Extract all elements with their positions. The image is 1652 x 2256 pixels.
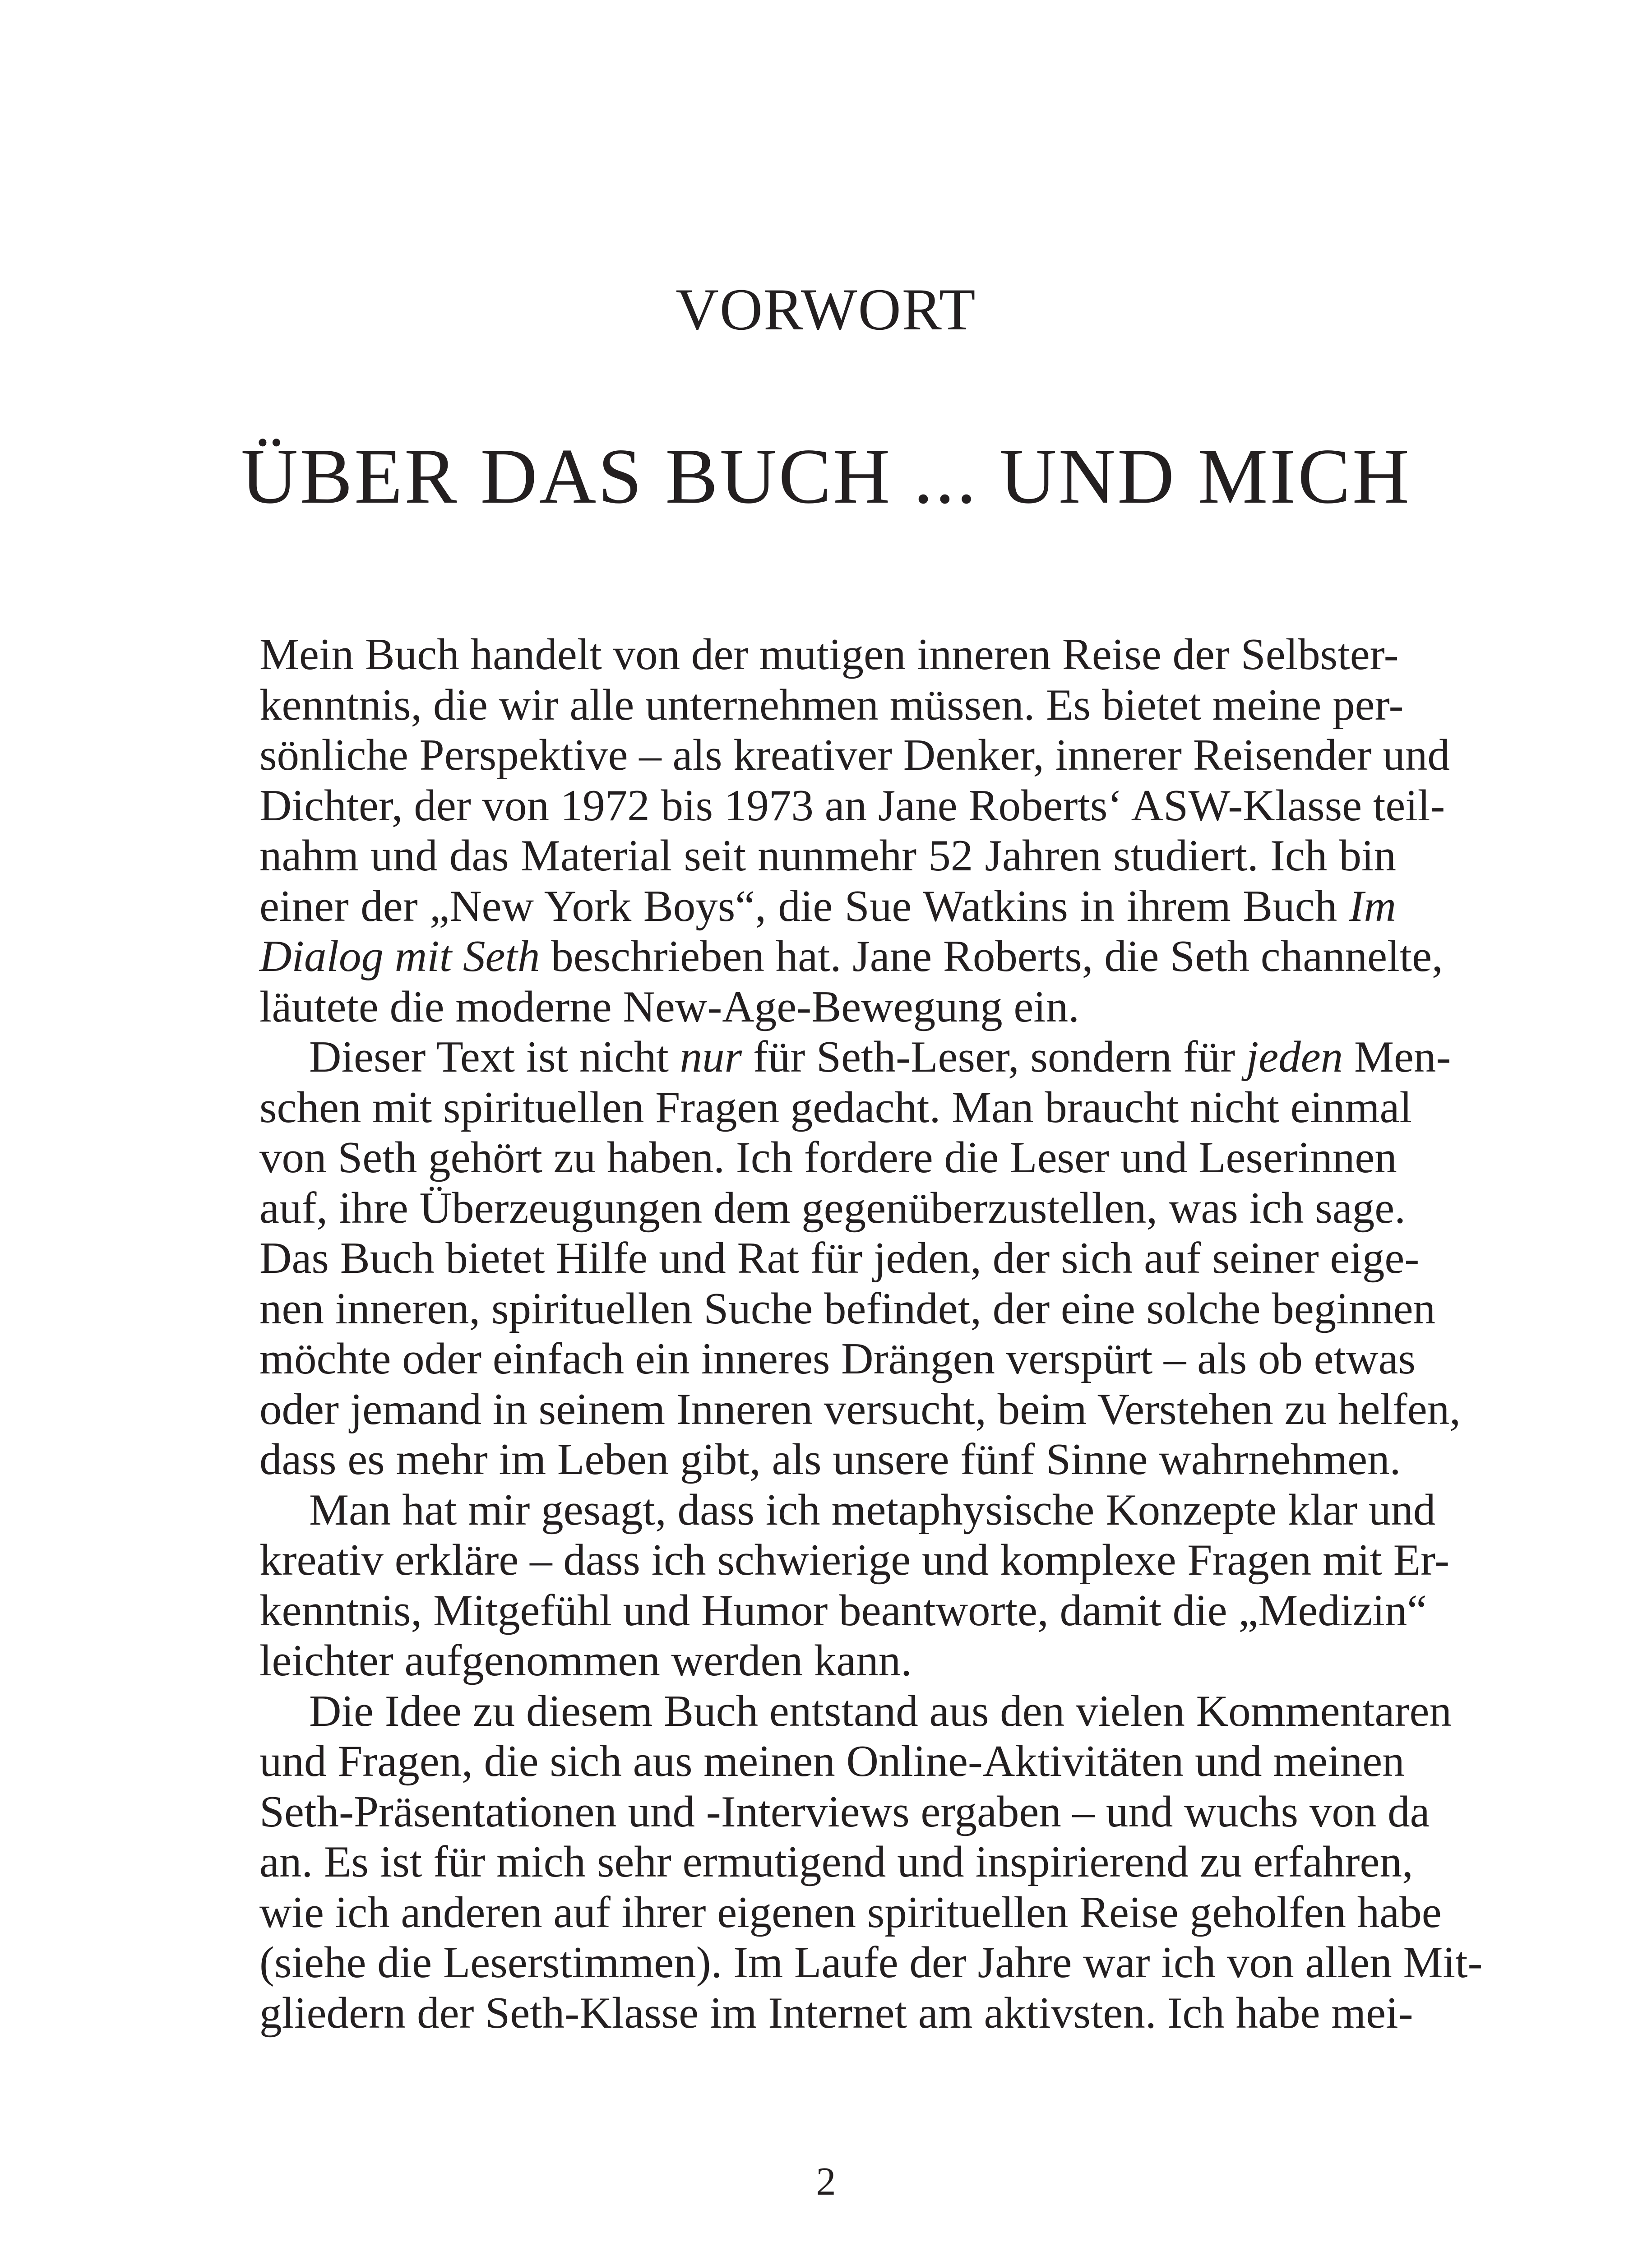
- text-line: läutete die moderne New-Age-Bewegung ein.: [259, 982, 1080, 1031]
- text-line: (siehe die Leserstimmen). Im Laufe der Jahre war ich von allen Mit-: [259, 1938, 1483, 1987]
- text-line: kenntnis, Mitgefühl und Humor beantworte, damit die „Medizin“: [259, 1586, 1427, 1635]
- text-line: möchte oder einfach ein inneres Drängen verspürt – als ob etwas: [259, 1334, 1416, 1383]
- text-line: dass es mehr im Leben gibt, als unsere fünf Sinne wahrnehmen.: [259, 1435, 1401, 1484]
- paragraph: [259, 1686, 1483, 2039]
- text-line: leichter aufgenommen werden kann.: [259, 1636, 912, 1685]
- text-line: oder jemand in seinem Inneren versucht, beim Verstehen zu helfen,: [259, 1384, 1461, 1434]
- text-line: gliedern der Seth-Klasse im Internet am aktivsten. Ich habe mei-: [259, 1988, 1413, 2038]
- text-line: wie ich anderen auf ihrer eigenen spirituellen Reise geholfen habe: [259, 1887, 1442, 1937]
- italic-phrase: Im: [1349, 881, 1396, 931]
- italic-phrase: Dialog mit Seth: [259, 932, 540, 981]
- paragraph: [259, 1032, 1461, 1485]
- chapter-label: VORWORT: [676, 276, 976, 342]
- text-line: Seth-Präsentationen und -Interviews ergaben – und wuchs von da: [259, 1787, 1430, 1836]
- text-line: kenntnis, die wir alle unternehmen müssen. Es bietet meine per-: [259, 680, 1404, 730]
- text-line: Dialog mit Seth beschrieben hat. Jane Roberts, die Seth channelte,: [259, 932, 1443, 981]
- paragraph: [259, 1485, 1450, 1686]
- body-text: [259, 629, 1483, 2038]
- text-line: Das Buch bietet Hilfe und Rat für jeden, der sich auf seiner eige-: [259, 1234, 1420, 1283]
- text-line: kreativ erkläre – dass ich schwierige und komplexe Fragen mit Er-: [259, 1535, 1450, 1585]
- italic-phrase: nur: [680, 1032, 742, 1082]
- text-line: auf, ihre Überzeugungen dem gegenüberzustellen, was ich sage.: [259, 1183, 1406, 1233]
- text-line: und Fragen, die sich aus meinen Online-Aktivitäten und meinen: [259, 1737, 1405, 1786]
- paragraph: [259, 629, 1450, 1032]
- text-line: Dichter, der von 1972 bis 1973 an Jane Roberts‘ ASW-Klasse teil-: [259, 781, 1445, 830]
- text-line: Die Idee zu diesem Buch entstand aus den vielen Kommentaren: [309, 1686, 1452, 1736]
- text-line: Mein Buch handelt von der mutigen inneren Reise der Selbster-: [259, 630, 1399, 679]
- text-line: an. Es ist für mich sehr ermutigend und inspirierend zu erfahren,: [259, 1837, 1413, 1886]
- text-line: Dieser Text ist nicht nur für Seth-Leser, sondern für jeden Men-: [309, 1032, 1451, 1082]
- text-line: Man hat mir gesagt, dass ich metaphysische Konzepte klar und: [309, 1485, 1436, 1535]
- text-line: nahm und das Material seit nunmehr 52 Jahren studiert. Ich bin: [259, 831, 1396, 880]
- text-line: nen inneren, spirituellen Suche befindet, der eine solche beginnen: [259, 1284, 1436, 1333]
- text-line: schen mit spirituellen Fragen gedacht. Man braucht nicht einmal: [259, 1082, 1412, 1132]
- text-line: sönliche Perspektive – als kreativer Denker, innerer Reisender und: [259, 730, 1450, 780]
- text-line: einer der „New York Boys“, die Sue Watkins in ihrem Buch Im: [259, 881, 1396, 931]
- text-line: von Seth gehört zu haben. Ich fordere die Leser und Leserinnen: [259, 1133, 1397, 1182]
- italic-phrase: jeden: [1246, 1032, 1343, 1082]
- page-number: 2: [816, 2160, 836, 2204]
- chapter-title: ÜBER DAS BUCH ... UND MICH: [241, 432, 1411, 520]
